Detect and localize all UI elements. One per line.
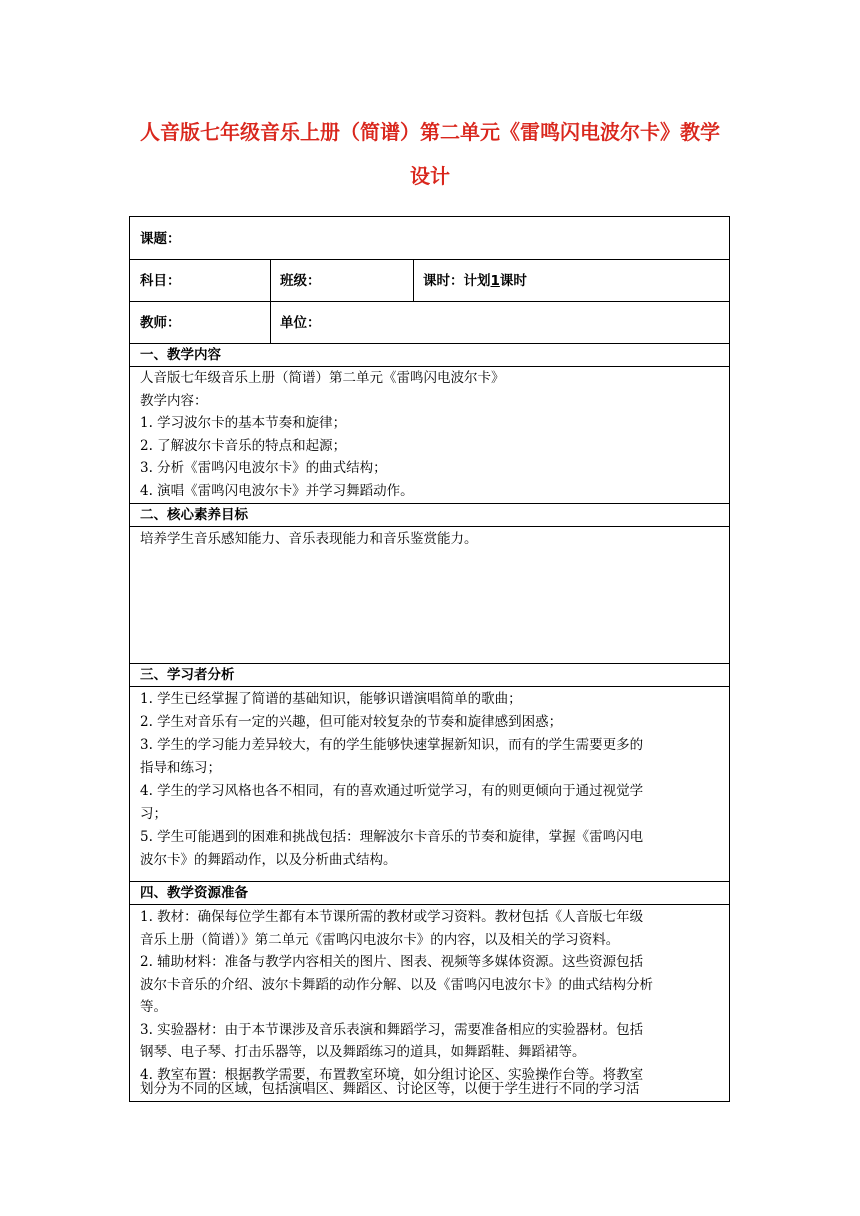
- column-divider: [270, 259, 271, 343]
- list-item: 4. 教室布置：根据教学需要，布置教室环境，如分组讨论区、实验操作台等。将教室: [140, 1066, 644, 1083]
- row-divider: [130, 301, 729, 302]
- list-item: 波尔卡》的舞蹈动作，以及分析曲式结构。: [140, 852, 397, 868]
- section-heading-content: 一、教学内容: [140, 347, 221, 363]
- list-item: 2. 了解波尔卡音乐的特点和起源；: [140, 437, 347, 454]
- section-heading-learners: 三、学习者分析: [140, 667, 235, 683]
- row-divider: [130, 526, 729, 527]
- period-prefix: 课时：计划: [423, 273, 491, 289]
- row-divider: [130, 259, 729, 260]
- topic-label: 课题：: [140, 231, 181, 247]
- list-item: 3. 分析《雷鸣闪电波尔卡》的曲式结构；: [140, 460, 387, 477]
- list-item: 3. 实验器材：由于本节课涉及音乐表演和舞蹈学习，需要准备相应的实验器材。包括: [140, 1021, 644, 1038]
- list-item: 习；: [140, 806, 167, 822]
- section-heading-resources: 四、教学资源准备: [140, 885, 248, 901]
- row-divider: [130, 503, 729, 504]
- paragraph-line: 培养学生音乐感知能力、音乐表现能力和音乐鉴赏能力。: [140, 531, 478, 547]
- list-item: 5. 学生可能遇到的困难和挑战包括：理解波尔卡音乐的节奏和旋律，掌握《雷鸣闪电: [140, 829, 644, 845]
- list-item: 4. 学生的学习风格也各不相同，有的喜欢通过听觉学习，有的则更倾向于通过视觉学: [140, 783, 644, 799]
- paragraph-line: 人音版七年级音乐上册（简谱）第二单元《雷鸣闪电波尔卡》: [140, 370, 505, 386]
- lesson-plan-table: [129, 216, 730, 1102]
- list-item: 1. 学生已经掌握了简谱的基础知识，能够识谱演唱简单的歌曲；: [140, 691, 522, 707]
- column-divider: [413, 259, 414, 301]
- list-item: 等。: [140, 999, 167, 1015]
- list-item: 3. 学生的学习能力差异较大，有的学生能够快速掌握新知识，而有的学生需要更多的: [140, 737, 644, 753]
- row-divider: [130, 663, 729, 664]
- unit-label: 单位：: [280, 315, 321, 331]
- subject-label: 科目：: [140, 273, 181, 289]
- section-heading-goals: 二、核心素养目标: [140, 507, 248, 523]
- list-item: 指导和练习；: [140, 760, 221, 776]
- list-item: 音乐上册（简谱）》第二单元《雷鸣闪电波尔卡》的内容，以及相关的学习资料。: [140, 931, 620, 948]
- document-title-line-1: 人音版七年级音乐上册（简谱）第二单元《雷鸣闪电波尔卡》教学: [140, 120, 720, 144]
- list-item: 2. 辅助材料：准备与教学内容相关的图片、图表、视频等多媒体资源。这些资源包括: [140, 954, 644, 970]
- list-item: 钢琴、电子琴、打击乐器等，以及舞蹈练习的道具，如舞蹈鞋、舞蹈裙等。: [140, 1044, 586, 1060]
- period-suffix: 课时: [499, 273, 527, 289]
- row-divider: [130, 343, 729, 344]
- period-label: [423, 271, 527, 291]
- row-divider: [130, 904, 729, 905]
- period-count: 1: [490, 273, 500, 289]
- list-item: 1. 学习波尔卡的基本节奏和旋律；: [140, 415, 347, 432]
- class-label: 班级：: [280, 273, 321, 289]
- list-item: 2. 学生对音乐有一定的兴趣，但可能对较复杂的节奏和旋律感到困惑；: [140, 714, 563, 730]
- list-item: 波尔卡音乐的介绍、波尔卡舞蹈的动作分解、以及《雷鸣闪电波尔卡》的曲式结构分析: [140, 976, 653, 993]
- list-item: 划分为不同的区域，包括演唱区、舞蹈区、讨论区等，以便于学生进行不同的学习活: [140, 1081, 640, 1097]
- row-divider: [130, 881, 729, 882]
- paragraph-line: 教学内容：: [140, 392, 208, 409]
- document-title-line-2: 设计: [410, 164, 450, 188]
- row-divider: [130, 686, 729, 687]
- list-item: 1. 教材：确保每位学生都有本节课所需的教材或学习资料。教材包括《人音版七年级: [140, 909, 644, 925]
- teacher-label: 教师：: [140, 315, 181, 331]
- list-item: 4. 演唱《雷鸣闪电波尔卡》并学习舞蹈动作。: [140, 483, 414, 499]
